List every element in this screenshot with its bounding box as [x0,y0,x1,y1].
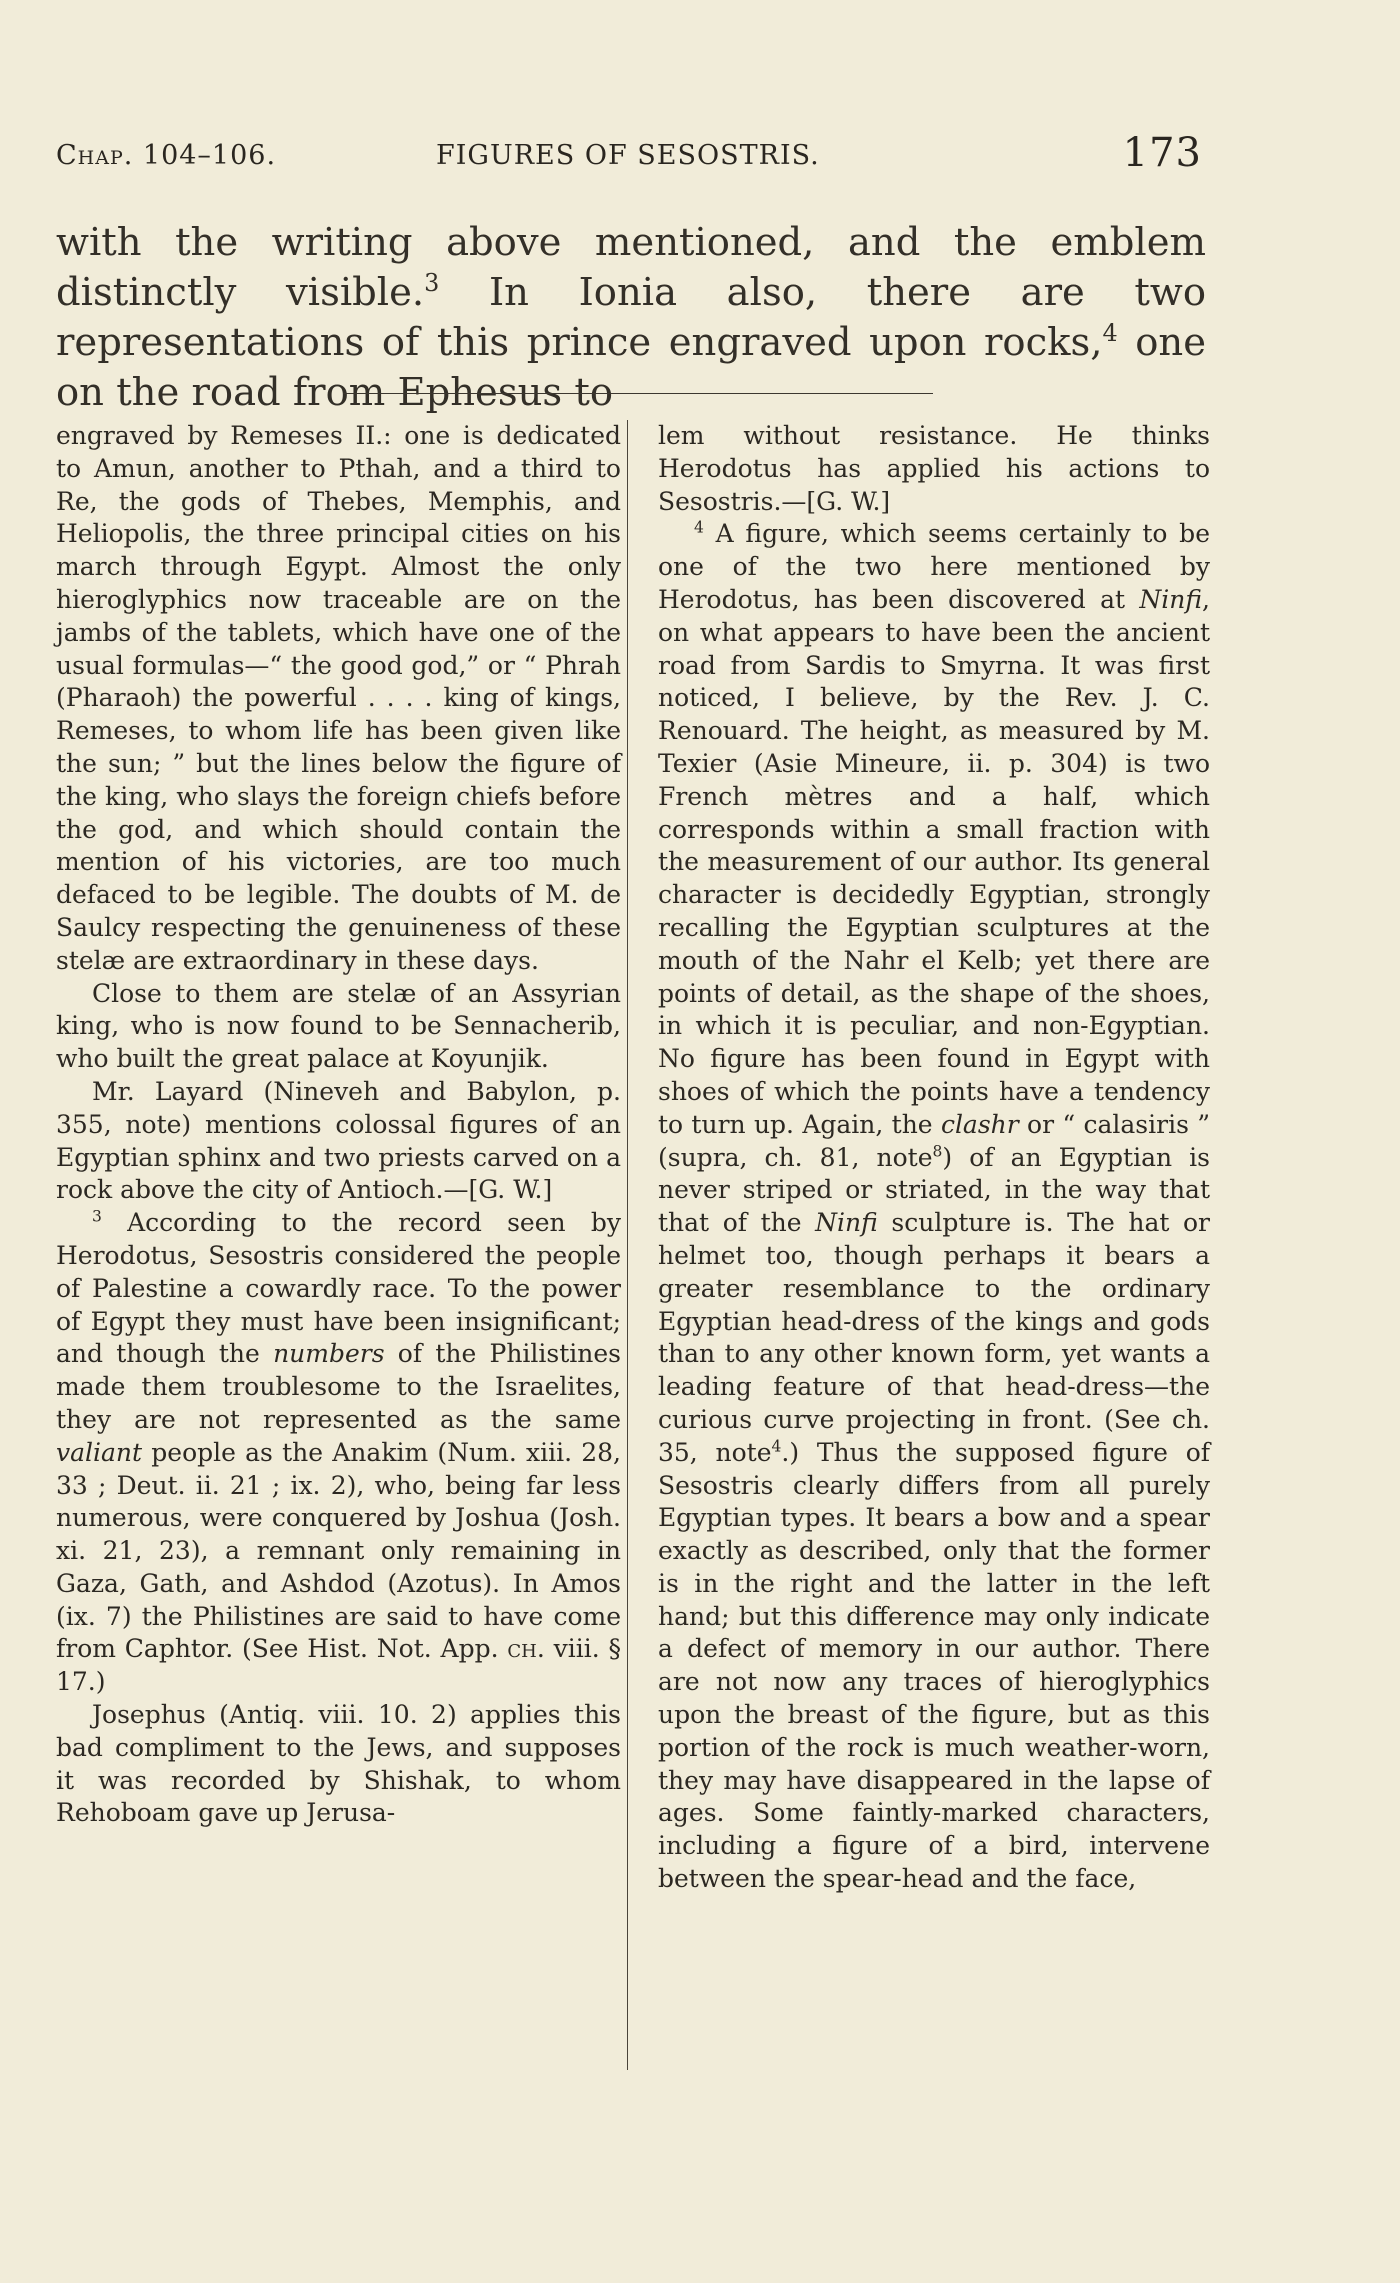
footnotes-right-column [658,420,1210,1896]
footnote-text: of the Philistines made them troublesome to the Israelites, they are not represented as the same [56,1339,622,1434]
footnote-paragraph: engraved by Remeses II.: one is dedicated to Amun, another to Pthah, and a third to Re, the gods of Thebes, Memphis, and Heliopolis, the three principal cities on his march through Egypt. Almost the only hieroglyphics now traceable are on the jambs of the tablets, which have one of the usual formulas—“ the good god,” or “ Phrah (Pharaoh) the powerful . . . . king of kings, Remeses, to whom life has been given like the sun; ” but the lines below the figure of the king, who slays the foreign chiefs before the god, and which should contain the mention of his victories, are too much defaced to be legible. The doubts of M. de Saulcy respecting the genuineness of these stelæ are extraordinary in these days. [56,421,621,975]
footnote-text: According to the record seen by Herodotus, Sesostris considered the people of Palestine a cowardly race. To the power of Egypt they must have been insignificant; and though the [56,1208,621,1369]
footnote-ref: 4 [1102,319,1118,348]
running-title: FIGURES OF SESOSTRIS. [436,140,820,171]
footnote-separator [343,393,933,394]
note-superscript: 8 [932,1142,943,1161]
footnote-text: A figure, which seems certainly to be one of the two here mentioned by Herodotus, has been discovered at [658,519,1210,614]
footnote-smallcaps: ch. [507,1634,545,1664]
footnote-text: , on what appears to have been the ancient road from Sardis to Smyrna. It was first noticed, I believe, by the Rev. J. C. Renouard. The height, as measured by M. Texier (Asie Mineure, ii. p. 304) is two French mètres and a half, which corresponds within a small fraction with the measurement of our author. Its general character is decidedly Egyptian, strongly recalling the Egyptian sculptures at the mouth of the Nahr el Kelb; yet there are points of detail, as the shape of the shoes, in which it is peculiar, and non-Egyptian. No figure has been found in Egypt with shoes of which the points have a tendency to turn up. Again, the [658,584,1210,1139]
column-divider [627,420,628,2070]
footnote-text: or “ calasiris ” (supra, ch. 81, note [658,1109,1211,1172]
page-number: 173 [1122,130,1202,176]
footnote-paragraph: Mr. Layard (Nineveh and Babylon, p. 355, note) mentions colossal figures of an Egyptian sphinx and two priests carved on a rock above the city of Antioch.—[G. W.] [56,1076,621,1205]
main-text-part: In Ionia also, there are two representations of this prince engraved upon rocks, [56,270,1206,365]
main-text-part: one on the road from Ephesus to [56,320,1206,415]
footnote-number: 3 [92,1207,102,1226]
note-superscript: 4 [771,1437,782,1456]
footnote-emphasis: Ninfi [815,1208,878,1238]
footnote-text: viii. § 17.) [56,1634,622,1697]
footnote-paragraph: Josephus (Antiq. viii. 10. 2) applies this bad compliment to the Jews, and supposes it was recorded by Shishak, to whom Rehoboam gave up Jerusa- [56,1700,621,1828]
footnote-number: 4 [694,519,704,538]
footnote-4 [658,518,1210,1895]
main-paragraph [56,218,1206,418]
footnote-text: ) of an Egyptian is never striped or striated, in the way that that of the [658,1142,1210,1238]
footnote-emphasis: valiant [56,1437,143,1467]
footnote-text: people as the Anakim (Num. xiii. 28, 33 ; Deut. ii. 21 ; ix. 2), who, being far less numerous, were conquered by Joshua (Josh. xi. 21, 23), a remnant only remaining in Gaza, Gath, and Ashdod (Azotus). In Amos (ix. 7) the Philistines are said to have come from Caphtor. (See Hist. Not. App. [56,1437,621,1664]
main-text [56,218,1206,418]
footnote-paragraph: Close to them are stelæ of an Assyrian king, who is now found to be Sennacherib, who built the great palace at Koyunjik. [56,978,621,1074]
running-header [56,130,1202,180]
footnote-emphasis: Ninfi [1139,584,1203,614]
chapter-reference: Chap. 104–106. [56,140,277,171]
footnote-paragraph: lem without resistance. He thinks Herodotus has applied his actions to Sesostris.—[G. W.] [658,421,1210,516]
main-text-part: with the writing above mentioned, and the emblem distinctly visible. [56,220,1206,315]
footnotes-left-column [56,420,621,1830]
footnote-text: sculpture is. The hat or helmet too, though perhaps it bears a greater resemblance to the ordinary Egyptian head-dress of the kings and gods than to any other known form, yet wants a leading feature of that head-dress—the curious curve projecting in front. (See ch. 35, note [658,1208,1210,1467]
footnote-text: .) Thus the supposed figure of Sesostris clearly differs from all purely Egyptian types. It bears a bow and a spear exactly as described, only that the former is in the right and the latter in the left hand; but this difference may only indicate a defect of memory in our author. There are not now any traces of hieroglyphics upon the breast of the figure, but as this portion of the rock is much weather-worn, they may have disappeared in the lapse of ages. Some faintly-marked characters, including a figure of a bird, intervene between the spear-head and the face, [658,1437,1210,1894]
footnote-ref: 3 [424,269,440,298]
footnote-3 [56,1207,621,1699]
footnote-emphasis: numbers [273,1339,385,1369]
footnote-emphasis: clashr [940,1109,1019,1139]
